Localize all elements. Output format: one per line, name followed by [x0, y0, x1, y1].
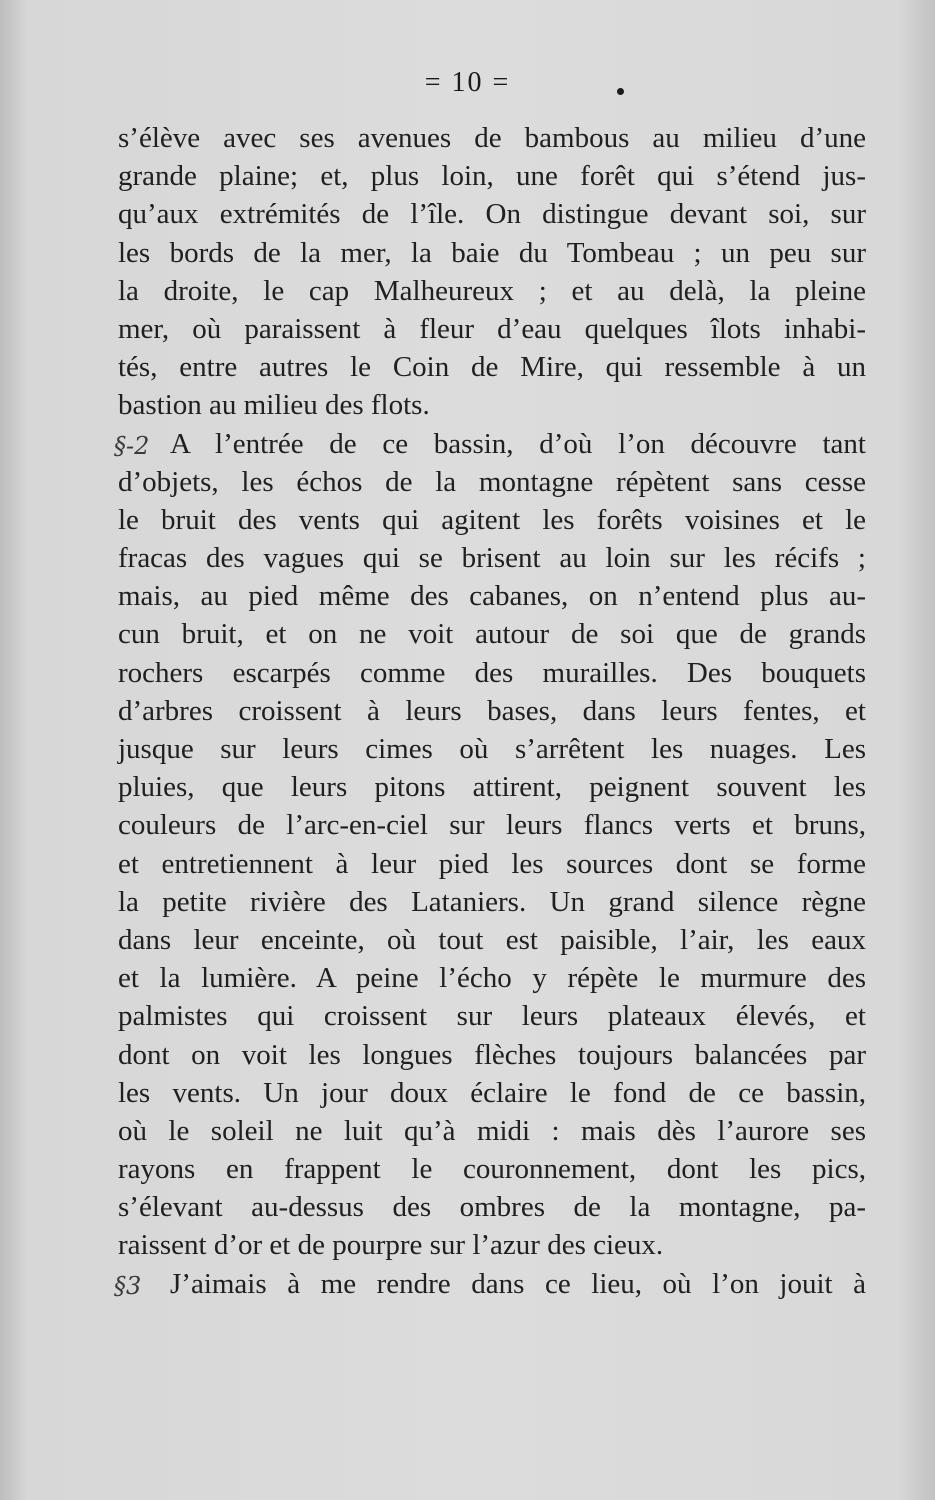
text-line: d’objets, les échos de la montagne répètent sans cesse	[118, 465, 866, 498]
text-line: s’élevant au-dessus des ombres de la montagne, pa-	[118, 1191, 866, 1224]
text-line: grande plaine; et, plus loin, une forêt qui s’étend jus-	[118, 160, 866, 193]
paragraph	[118, 119, 866, 425]
text-line: rochers escarpés comme des murailles. Des bouquets	[118, 656, 866, 689]
text-line: fracas des vagues qui se brisent au loin sur les récifs ;	[118, 542, 866, 575]
text-line: raissent d’or et de pourpre sur l’azur des cieux.	[118, 1229, 664, 1262]
text-line: tés, entre autres le Coin de Mire, qui ressemble à un	[118, 351, 866, 384]
text-line: A l’entrée de ce bassin, d’où l’on découvre tant	[170, 427, 866, 460]
text-line: qu’aux extrémités de l’île. On distingue devant soi, sur	[118, 198, 866, 231]
text-line: le bruit des vents qui agitent les forêts voisines et le	[118, 503, 866, 536]
text-line: la petite rivière des Lataniers. Un grand silence règne	[118, 885, 866, 918]
handwritten-margin-mark: §-2	[114, 431, 150, 460]
text-line: J’aimais à me rendre dans ce lieu, où l’on jouit à	[170, 1267, 866, 1300]
text-line: pluies, que leurs pitons attirent, peignent souvent les	[118, 771, 866, 804]
paragraph	[114, 1265, 866, 1303]
text-line: mer, où paraissent à fleur d’eau quelques îlots inhabi-	[118, 312, 866, 345]
text-line: s’élève avec ses avenues de bambous au milieu d’une	[118, 122, 866, 154]
paragraph	[114, 425, 866, 1265]
text-line: cun bruit, et on ne voit autour de soi que de grands	[118, 618, 866, 651]
text-line: la droite, le cap Malheureux ; et au delà, la pleine	[118, 274, 866, 307]
text-line: où le soleil ne luit qu’à midi : mais dès l’aurore ses	[118, 1114, 866, 1147]
text-line: palmistes qui croissent sur leurs plateaux élevés, et	[118, 1000, 866, 1033]
text-line: rayons en frappent le couronnement, dont les pics,	[118, 1153, 866, 1186]
text-line: mais, au pied même des cabanes, on n’entend plus au-	[118, 580, 866, 613]
text-line: dans leur enceinte, où tout est paisible, l’air, les eaux	[118, 923, 866, 956]
text-line: et entretiennent à leur pied les sources dont se forme	[118, 847, 866, 880]
text-line: dont on voit les longues flèches toujours balancées par	[118, 1038, 866, 1071]
body-text	[114, 119, 866, 1303]
text-line: jusque sur leurs cimes où s’arrêtent les nuages. Les	[118, 733, 866, 765]
handwritten-margin-mark: §3	[114, 1271, 142, 1300]
ink-dot	[617, 88, 624, 95]
text-line: les vents. Un jour doux éclaire le fond de ce bassin,	[118, 1076, 866, 1109]
text-line: les bords de la mer, la baie du Tombeau ; un peu sur	[118, 236, 866, 269]
text-line: couleurs de l’arc-en-ciel sur leurs flancs verts et bruns,	[118, 809, 866, 842]
text-line: et la lumière. A peine l’écho y répète le murmure des	[118, 962, 866, 995]
text-line: bastion au milieu des flots.	[118, 389, 430, 422]
page-number: = 10 =	[424, 67, 511, 98]
text-line: d’arbres croissent à leurs bases, dans leurs fentes, et	[118, 694, 866, 727]
